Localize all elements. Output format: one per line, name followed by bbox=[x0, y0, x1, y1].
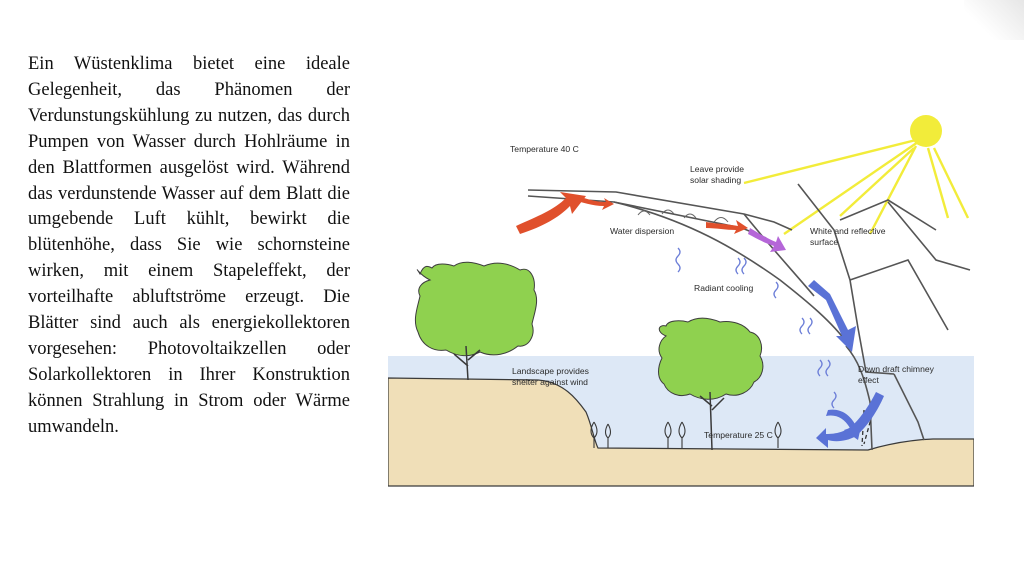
label-white-line2: surface bbox=[810, 237, 839, 247]
corner-shadow bbox=[964, 0, 1024, 40]
label-temperature-top: Temperature 40 C bbox=[510, 144, 579, 154]
label-white-line1: White and reflective bbox=[810, 226, 886, 236]
label-down-line2: effect bbox=[858, 375, 879, 385]
label-leave-line1: Leave provide bbox=[690, 164, 744, 174]
body-paragraph: Ein Wüstenklima bietet eine ideale Gelegenheit, das Phänomen der Verdunstungskühlung zu nutzen, das durch Pumpen von Wasser durch Hohlräume in den Blattformen ausgelöst wird. Während das verdunstende Wasser auf dem Blatt die umgebende Luft kühlt, bewirkt die blütenhöhe, dass Sie wie schornsteine wirken, mit einem Stapeleffekt, der vorteilhafte abluftströme erzeugt. Die Blätter sind auch als energiekollektoren vorgesehen: Photovoltaikzellen oder Solarkollektoren in Ihrer Konstruktion können Strahlung in Strom oder Wärme umwandeln. bbox=[28, 54, 350, 437]
label-leave-line2: solar shading bbox=[690, 175, 742, 185]
sun-icon bbox=[744, 115, 968, 234]
label-radiant-cooling: Radiant cooling bbox=[694, 283, 754, 293]
evaporative-cooling-diagram bbox=[388, 110, 974, 488]
purple-air-arrow bbox=[748, 228, 786, 252]
label-landscape-line2: shelter against wind bbox=[512, 377, 588, 387]
cool-air-arrow bbox=[808, 280, 856, 352]
label-water-dispersion: Water dispersion bbox=[610, 226, 675, 236]
label-down-line1: Down draft chimney bbox=[858, 364, 934, 374]
label-landscape-line1: Landscape provides bbox=[512, 366, 589, 376]
label-temperature-bottom: Temperature 25 C bbox=[704, 430, 773, 440]
